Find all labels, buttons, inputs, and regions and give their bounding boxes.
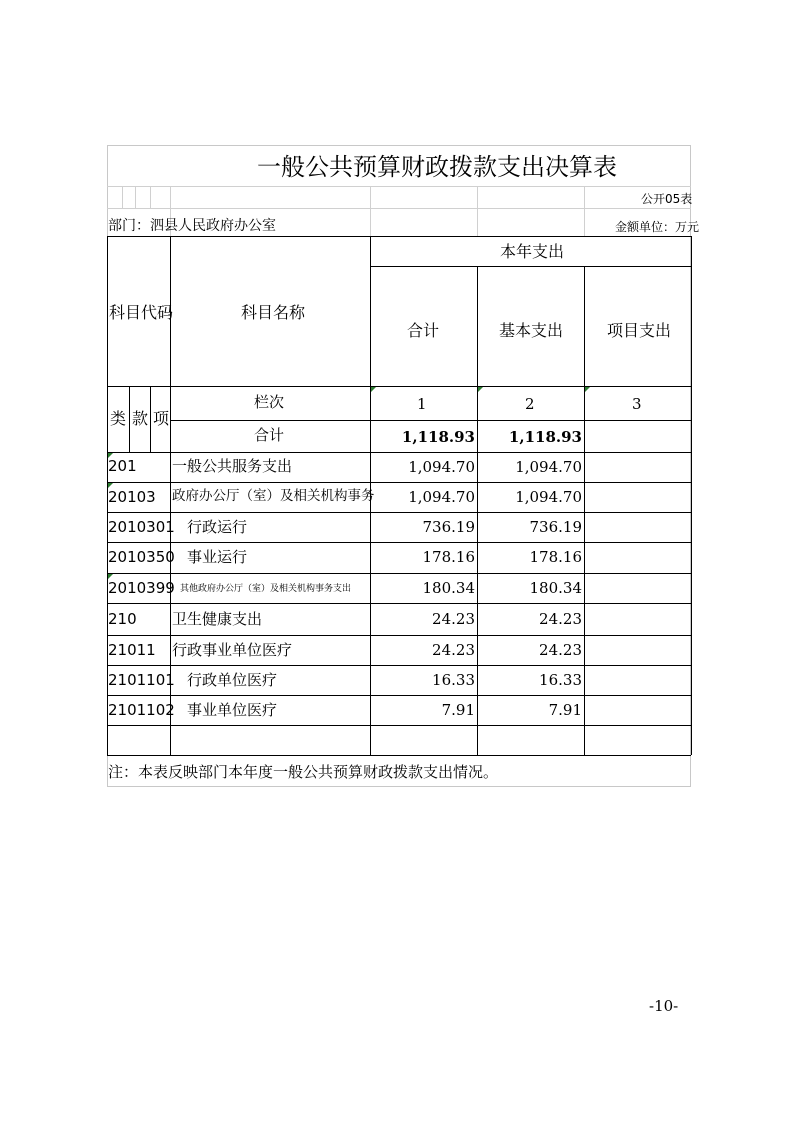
table-line [150,386,151,452]
header-xiang: 项 [153,409,170,428]
budget-table [107,145,700,787]
table-line [107,236,691,237]
row-total: 736.19 [422,518,475,536]
table-line [107,725,691,726]
header-total: 合计 [407,321,440,340]
table-line [107,695,691,696]
column-number-1: 1 [417,395,427,413]
row-basic: 178.16 [529,548,582,566]
table-line [477,266,478,755]
page-number: -10- [649,997,679,1015]
row-total: 16.33 [432,671,475,689]
table-line [107,755,691,756]
row-total: 7.91 [441,701,475,719]
sum-basic: 1,118.93 [508,428,582,446]
gridline [107,186,691,187]
row-basic: 180.34 [529,579,582,597]
row-name: 政府办公厅（室）及相关机构事务 [172,488,375,504]
table-title: 一般公共预算财政拨款支出决算表 [257,153,617,181]
cell-marker [585,387,590,392]
cell-marker [371,387,376,392]
row-name: 行政事业单位医疗 [172,641,293,659]
unit-label: 金额单位：万元 [615,220,700,234]
row-code: 2010301 [108,518,175,536]
gridline [150,186,151,208]
table-line [370,266,691,267]
table-line [107,512,691,513]
table-note: 注：本表反映部门本年度一般公共预算财政拨款支出情况。 [108,763,499,781]
table-line [129,386,130,452]
row-name: 一般公共服务支出 [172,457,293,475]
table-line [170,420,691,421]
table-line [107,665,691,666]
row-total: 180.34 [422,579,475,597]
gridline [584,186,585,236]
table-line [691,236,692,755]
table-line [107,452,691,453]
department-label: 部门：泗县人民政府办公室 [108,218,276,234]
row-basic: 7.91 [548,701,582,719]
row-total: 1,094.70 [408,488,475,506]
table-line [584,266,585,755]
row-name: 其他政府办公厅（室）及相关机构事务支出 [180,584,352,594]
row-total: 24.23 [432,641,475,659]
header-year-expense: 本年支出 [500,242,565,261]
column-number-2: 2 [525,395,535,413]
row-code: 2010399 [108,579,175,597]
header-name: 科目名称 [241,303,306,322]
row-name: 事业运行 [187,548,248,566]
gridline [370,186,371,236]
row-total: 24.23 [432,610,475,628]
row-total: 1,094.70 [408,458,475,476]
row-basic: 16.33 [539,671,582,689]
table-line [107,542,691,543]
row-code: 21011 [108,641,156,659]
table-line [107,386,170,387]
row-code: 2101102 [108,701,175,719]
row-code: 210 [108,610,137,628]
table-line [107,603,691,604]
row-code: 20103 [108,488,156,506]
column-number-3: 3 [632,395,642,413]
row-basic: 24.23 [539,641,582,659]
header-code: 科目代码 [109,303,174,322]
row-basic: 736.19 [529,518,582,536]
row-name: 行政单位医疗 [187,671,278,689]
gridline [122,186,123,208]
row-code: 201 [108,457,137,475]
header-kuan: 款 [132,409,149,428]
table-line [107,482,691,483]
row-code: 2010350 [108,548,175,566]
row-code: 2101101 [108,671,175,689]
gridline [107,208,691,209]
header-project: 项目支出 [607,321,672,340]
form-number: 公开05表 [641,192,693,206]
gridline [135,186,136,208]
sum-label: 合计 [254,426,285,444]
header-lanci: 栏次 [254,393,285,411]
table-line [107,573,691,574]
row-basic: 24.23 [539,610,582,628]
cell-marker [478,387,483,392]
row-name: 卫生健康支出 [172,610,263,628]
table-line [170,386,691,387]
row-basic: 1,094.70 [515,458,582,476]
row-basic: 1,094.70 [515,488,582,506]
header-lei: 类 [110,409,127,428]
row-total: 178.16 [422,548,475,566]
row-name: 行政运行 [187,518,248,536]
sum-total: 1,118.93 [401,428,475,446]
header-basic: 基本支出 [499,321,564,340]
gridline [477,186,478,236]
row-name: 事业单位医疗 [187,701,278,719]
table-line [107,635,691,636]
